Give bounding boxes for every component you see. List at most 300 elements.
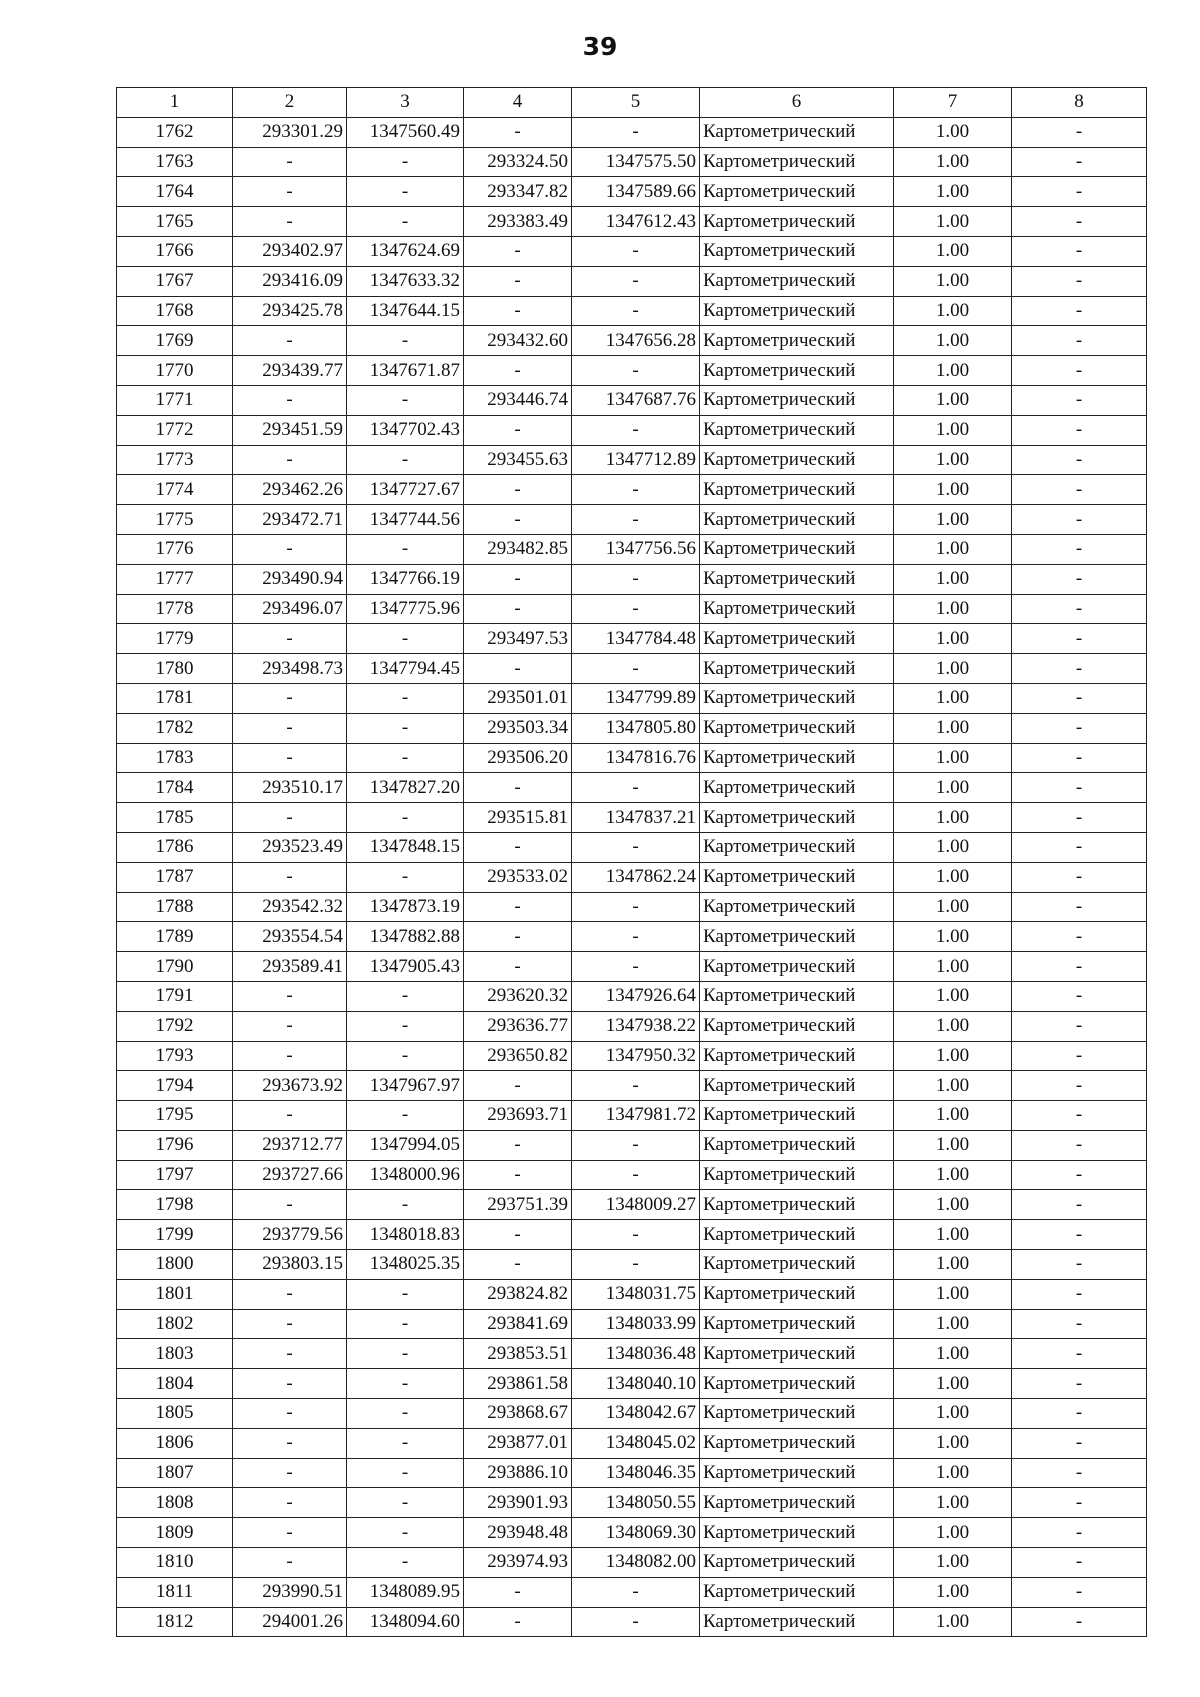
- y-old-cell: -: [347, 713, 464, 743]
- x-old-cell: -: [233, 1279, 347, 1309]
- y-old-cell: -: [347, 1339, 464, 1369]
- y-old-cell: 1347624.69: [347, 236, 464, 266]
- y-new-cell: 1348042.67: [572, 1399, 700, 1429]
- description-cell: -: [1012, 1190, 1147, 1220]
- x-old-cell: 293462.26: [233, 475, 347, 505]
- x-new-cell: 293841.69: [464, 1309, 572, 1339]
- y-new-cell: -: [572, 1250, 700, 1280]
- method-cell: Картометрический: [700, 1190, 894, 1220]
- precision-cell: 1.00: [894, 1011, 1012, 1041]
- x-old-cell: -: [233, 1399, 347, 1429]
- precision-cell: 1.00: [894, 892, 1012, 922]
- x-new-cell: -: [464, 266, 572, 296]
- table-row: [117, 326, 1147, 356]
- table-row: [117, 892, 1147, 922]
- method-cell: Картометрический: [700, 445, 894, 475]
- x-old-cell: -: [233, 1041, 347, 1071]
- y-new-cell: -: [572, 892, 700, 922]
- x-old-cell: 293554.54: [233, 922, 347, 952]
- y-new-cell: -: [572, 236, 700, 266]
- method-cell: Картометрический: [700, 147, 894, 177]
- y-new-cell: -: [572, 1130, 700, 1160]
- point-number-cell: 1782: [117, 713, 233, 743]
- table-row: [117, 1577, 1147, 1607]
- method-cell: Картометрический: [700, 1041, 894, 1071]
- point-number-cell: 1792: [117, 1011, 233, 1041]
- table-row: [117, 1250, 1147, 1280]
- x-old-cell: -: [233, 862, 347, 892]
- method-cell: Картометрический: [700, 981, 894, 1011]
- x-old-cell: 293542.32: [233, 892, 347, 922]
- y-new-cell: 1348045.02: [572, 1428, 700, 1458]
- x-new-cell: 293347.82: [464, 177, 572, 207]
- y-new-cell: 1347862.24: [572, 862, 700, 892]
- y-new-cell: -: [572, 356, 700, 386]
- x-new-cell: 293636.77: [464, 1011, 572, 1041]
- x-new-cell: -: [464, 356, 572, 386]
- precision-cell: 1.00: [894, 147, 1012, 177]
- y-old-cell: -: [347, 743, 464, 773]
- precision-cell: 1.00: [894, 1548, 1012, 1578]
- x-new-cell: 293324.50: [464, 147, 572, 177]
- y-new-cell: -: [572, 475, 700, 505]
- precision-cell: 1.00: [894, 1399, 1012, 1429]
- x-new-cell: -: [464, 654, 572, 684]
- method-cell: Картометрический: [700, 1518, 894, 1548]
- description-cell: -: [1012, 505, 1147, 535]
- point-number-cell: 1775: [117, 505, 233, 535]
- precision-cell: 1.00: [894, 1041, 1012, 1071]
- x-old-cell: -: [233, 803, 347, 833]
- description-cell: -: [1012, 356, 1147, 386]
- x-old-cell: -: [233, 1518, 347, 1548]
- point-number-cell: 1769: [117, 326, 233, 356]
- precision-cell: 1.00: [894, 1130, 1012, 1160]
- table-row: [117, 475, 1147, 505]
- x-old-cell: 293472.71: [233, 505, 347, 535]
- x-old-cell: -: [233, 385, 347, 415]
- y-old-cell: -: [347, 1279, 464, 1309]
- point-number-cell: 1787: [117, 862, 233, 892]
- table-row: [117, 1190, 1147, 1220]
- description-cell: -: [1012, 862, 1147, 892]
- y-old-cell: -: [347, 1428, 464, 1458]
- x-old-cell: -: [233, 624, 347, 654]
- y-old-cell: -: [347, 385, 464, 415]
- method-cell: Картометрический: [700, 803, 894, 833]
- description-cell: -: [1012, 1488, 1147, 1518]
- column-header: 6: [700, 88, 894, 118]
- precision-cell: 1.00: [894, 117, 1012, 147]
- precision-cell: 1.00: [894, 922, 1012, 952]
- y-new-cell: 1348050.55: [572, 1488, 700, 1518]
- x-old-cell: -: [233, 1428, 347, 1458]
- x-new-cell: 293497.53: [464, 624, 572, 654]
- y-new-cell: -: [572, 117, 700, 147]
- precision-cell: 1.00: [894, 505, 1012, 535]
- method-cell: Картометрический: [700, 385, 894, 415]
- x-old-cell: 293301.29: [233, 117, 347, 147]
- precision-cell: 1.00: [894, 1101, 1012, 1131]
- point-number-cell: 1797: [117, 1160, 233, 1190]
- table-row: [117, 1309, 1147, 1339]
- table-row: [117, 445, 1147, 475]
- method-cell: Картометрический: [700, 952, 894, 982]
- x-old-cell: 293673.92: [233, 1071, 347, 1101]
- x-new-cell: -: [464, 564, 572, 594]
- precision-cell: 1.00: [894, 952, 1012, 982]
- table-row: [117, 713, 1147, 743]
- precision-cell: 1.00: [894, 1458, 1012, 1488]
- table-row: [117, 862, 1147, 892]
- x-new-cell: 293515.81: [464, 803, 572, 833]
- x-old-cell: -: [233, 177, 347, 207]
- description-cell: -: [1012, 385, 1147, 415]
- y-old-cell: -: [347, 981, 464, 1011]
- x-old-cell: 293589.41: [233, 952, 347, 982]
- y-old-cell: 1347848.15: [347, 832, 464, 862]
- y-old-cell: -: [347, 1458, 464, 1488]
- y-old-cell: -: [347, 1548, 464, 1578]
- method-cell: Картометрический: [700, 415, 894, 445]
- method-cell: Картометрический: [700, 1309, 894, 1339]
- y-new-cell: 1348069.30: [572, 1518, 700, 1548]
- method-cell: Картометрический: [700, 1607, 894, 1637]
- y-new-cell: 1348033.99: [572, 1309, 700, 1339]
- precision-cell: 1.00: [894, 1607, 1012, 1637]
- x-new-cell: 293693.71: [464, 1101, 572, 1131]
- point-number-cell: 1788: [117, 892, 233, 922]
- description-cell: -: [1012, 981, 1147, 1011]
- table-body: [117, 117, 1147, 1637]
- x-old-cell: 293803.15: [233, 1250, 347, 1280]
- table-row: [117, 683, 1147, 713]
- description-cell: -: [1012, 624, 1147, 654]
- description-cell: -: [1012, 1250, 1147, 1280]
- x-old-cell: -: [233, 1458, 347, 1488]
- y-old-cell: -: [347, 1041, 464, 1071]
- method-cell: Картометрический: [700, 1130, 894, 1160]
- x-new-cell: -: [464, 1071, 572, 1101]
- precision-cell: 1.00: [894, 862, 1012, 892]
- description-cell: -: [1012, 1041, 1147, 1071]
- precision-cell: 1.00: [894, 326, 1012, 356]
- point-number-cell: 1805: [117, 1399, 233, 1429]
- x-new-cell: -: [464, 296, 572, 326]
- x-old-cell: 293990.51: [233, 1577, 347, 1607]
- description-cell: -: [1012, 326, 1147, 356]
- table-row: [117, 1011, 1147, 1041]
- y-new-cell: 1348040.10: [572, 1369, 700, 1399]
- x-old-cell: 293425.78: [233, 296, 347, 326]
- table-row: [117, 981, 1147, 1011]
- precision-cell: 1.00: [894, 1071, 1012, 1101]
- table-row: [117, 1160, 1147, 1190]
- method-cell: Картометрический: [700, 326, 894, 356]
- x-new-cell: 293751.39: [464, 1190, 572, 1220]
- precision-cell: 1.00: [894, 1309, 1012, 1339]
- description-cell: -: [1012, 266, 1147, 296]
- x-new-cell: -: [464, 952, 572, 982]
- x-new-cell: -: [464, 415, 572, 445]
- table-row: [117, 1607, 1147, 1637]
- x-old-cell: -: [233, 534, 347, 564]
- y-new-cell: -: [572, 922, 700, 952]
- description-cell: -: [1012, 1369, 1147, 1399]
- x-old-cell: -: [233, 981, 347, 1011]
- x-old-cell: -: [233, 1488, 347, 1518]
- precision-cell: 1.00: [894, 1577, 1012, 1607]
- method-cell: Картометрический: [700, 207, 894, 237]
- column-header: 2: [233, 88, 347, 118]
- method-cell: Картометрический: [700, 1011, 894, 1041]
- y-old-cell: 1348000.96: [347, 1160, 464, 1190]
- method-cell: Картометрический: [700, 1488, 894, 1518]
- x-old-cell: -: [233, 326, 347, 356]
- description-cell: -: [1012, 1279, 1147, 1309]
- y-old-cell: -: [347, 1190, 464, 1220]
- method-cell: Картометрический: [700, 1250, 894, 1280]
- x-new-cell: 293620.32: [464, 981, 572, 1011]
- y-old-cell: -: [347, 1309, 464, 1339]
- method-cell: Картометрический: [700, 713, 894, 743]
- point-number-cell: 1771: [117, 385, 233, 415]
- table-row: [117, 415, 1147, 445]
- y-old-cell: 1347882.88: [347, 922, 464, 952]
- point-number-cell: 1764: [117, 177, 233, 207]
- point-number-cell: 1768: [117, 296, 233, 326]
- x-new-cell: 293501.01: [464, 683, 572, 713]
- y-old-cell: -: [347, 1369, 464, 1399]
- x-old-cell: -: [233, 445, 347, 475]
- x-new-cell: -: [464, 1130, 572, 1160]
- point-number-cell: 1800: [117, 1250, 233, 1280]
- x-old-cell: -: [233, 743, 347, 773]
- x-new-cell: -: [464, 236, 572, 266]
- x-new-cell: 293877.01: [464, 1428, 572, 1458]
- precision-cell: 1.00: [894, 356, 1012, 386]
- y-old-cell: -: [347, 803, 464, 833]
- precision-cell: 1.00: [894, 1339, 1012, 1369]
- method-cell: Картометрический: [700, 594, 894, 624]
- description-cell: -: [1012, 1518, 1147, 1548]
- x-old-cell: 293490.94: [233, 564, 347, 594]
- point-number-cell: 1770: [117, 356, 233, 386]
- precision-cell: 1.00: [894, 207, 1012, 237]
- y-new-cell: -: [572, 1160, 700, 1190]
- y-old-cell: -: [347, 1011, 464, 1041]
- description-cell: -: [1012, 1458, 1147, 1488]
- x-old-cell: 293712.77: [233, 1130, 347, 1160]
- description-cell: -: [1012, 1130, 1147, 1160]
- x-old-cell: 293779.56: [233, 1220, 347, 1250]
- y-old-cell: -: [347, 534, 464, 564]
- description-cell: -: [1012, 832, 1147, 862]
- table-row: [117, 1041, 1147, 1071]
- y-old-cell: -: [347, 147, 464, 177]
- x-new-cell: 293533.02: [464, 862, 572, 892]
- description-cell: -: [1012, 1577, 1147, 1607]
- description-cell: -: [1012, 952, 1147, 982]
- description-cell: -: [1012, 147, 1147, 177]
- precision-cell: 1.00: [894, 624, 1012, 654]
- x-new-cell: 293868.67: [464, 1399, 572, 1429]
- precision-cell: 1.00: [894, 773, 1012, 803]
- x-old-cell: 293510.17: [233, 773, 347, 803]
- x-old-cell: -: [233, 207, 347, 237]
- x-old-cell: -: [233, 1309, 347, 1339]
- point-number-cell: 1780: [117, 654, 233, 684]
- y-old-cell: 1347560.49: [347, 117, 464, 147]
- point-number-cell: 1785: [117, 803, 233, 833]
- point-number-cell: 1808: [117, 1488, 233, 1518]
- description-cell: -: [1012, 445, 1147, 475]
- method-cell: Картометрический: [700, 1071, 894, 1101]
- precision-cell: 1.00: [894, 385, 1012, 415]
- method-cell: Картометрический: [700, 892, 894, 922]
- method-cell: Картометрический: [700, 296, 894, 326]
- point-number-cell: 1763: [117, 147, 233, 177]
- x-new-cell: 293506.20: [464, 743, 572, 773]
- table-row: [117, 1279, 1147, 1309]
- x-new-cell: -: [464, 922, 572, 952]
- x-old-cell: 293496.07: [233, 594, 347, 624]
- table-row: [117, 922, 1147, 952]
- y-new-cell: -: [572, 832, 700, 862]
- x-old-cell: -: [233, 713, 347, 743]
- precision-cell: 1.00: [894, 177, 1012, 207]
- method-cell: Картометрический: [700, 683, 894, 713]
- table-header-row: [117, 88, 1147, 118]
- point-number-cell: 1809: [117, 1518, 233, 1548]
- point-number-cell: 1766: [117, 236, 233, 266]
- y-new-cell: 1347687.76: [572, 385, 700, 415]
- y-old-cell: 1348089.95: [347, 1577, 464, 1607]
- description-cell: -: [1012, 1220, 1147, 1250]
- column-header: 4: [464, 88, 572, 118]
- x-new-cell: -: [464, 117, 572, 147]
- method-cell: Картометрический: [700, 1160, 894, 1190]
- method-cell: Картометрический: [700, 177, 894, 207]
- precision-cell: 1.00: [894, 803, 1012, 833]
- table-row: [117, 505, 1147, 535]
- point-number-cell: 1774: [117, 475, 233, 505]
- description-cell: -: [1012, 892, 1147, 922]
- point-number-cell: 1765: [117, 207, 233, 237]
- method-cell: Картометрический: [700, 1279, 894, 1309]
- column-header: 7: [894, 88, 1012, 118]
- method-cell: Картометрический: [700, 236, 894, 266]
- column-header: 5: [572, 88, 700, 118]
- description-cell: -: [1012, 1309, 1147, 1339]
- point-number-cell: 1783: [117, 743, 233, 773]
- y-new-cell: -: [572, 505, 700, 535]
- column-header: 3: [347, 88, 464, 118]
- y-new-cell: 1347712.89: [572, 445, 700, 475]
- table-row: [117, 1339, 1147, 1369]
- y-old-cell: 1347967.97: [347, 1071, 464, 1101]
- point-number-cell: 1786: [117, 832, 233, 862]
- x-new-cell: -: [464, 475, 572, 505]
- table-row: [117, 952, 1147, 982]
- y-old-cell: -: [347, 1518, 464, 1548]
- method-cell: Картометрический: [700, 1577, 894, 1607]
- table-row: [117, 236, 1147, 266]
- point-number-cell: 1784: [117, 773, 233, 803]
- point-number-cell: 1799: [117, 1220, 233, 1250]
- precision-cell: 1.00: [894, 564, 1012, 594]
- precision-cell: 1.00: [894, 415, 1012, 445]
- table-row: [117, 1548, 1147, 1578]
- description-cell: -: [1012, 1101, 1147, 1131]
- page-number: 39: [582, 32, 618, 61]
- description-cell: -: [1012, 534, 1147, 564]
- precision-cell: 1.00: [894, 981, 1012, 1011]
- x-new-cell: 293974.93: [464, 1548, 572, 1578]
- precision-cell: 1.00: [894, 743, 1012, 773]
- description-cell: -: [1012, 1548, 1147, 1578]
- y-old-cell: -: [347, 862, 464, 892]
- point-number-cell: 1796: [117, 1130, 233, 1160]
- description-cell: -: [1012, 475, 1147, 505]
- y-new-cell: -: [572, 654, 700, 684]
- y-new-cell: -: [572, 1607, 700, 1637]
- y-old-cell: 1348094.60: [347, 1607, 464, 1637]
- table-row: [117, 773, 1147, 803]
- x-old-cell: -: [233, 1369, 347, 1399]
- table-row: [117, 1488, 1147, 1518]
- y-new-cell: -: [572, 1577, 700, 1607]
- table-row: [117, 1369, 1147, 1399]
- x-new-cell: 293886.10: [464, 1458, 572, 1488]
- y-old-cell: 1347775.96: [347, 594, 464, 624]
- table-row: [117, 594, 1147, 624]
- precision-cell: 1.00: [894, 654, 1012, 684]
- description-cell: -: [1012, 713, 1147, 743]
- x-new-cell: -: [464, 1160, 572, 1190]
- table-row: [117, 1428, 1147, 1458]
- table-row: [117, 356, 1147, 386]
- x-new-cell: -: [464, 832, 572, 862]
- y-new-cell: -: [572, 1071, 700, 1101]
- point-number-cell: 1807: [117, 1458, 233, 1488]
- precision-cell: 1.00: [894, 296, 1012, 326]
- y-new-cell: -: [572, 773, 700, 803]
- description-cell: -: [1012, 177, 1147, 207]
- table-row: [117, 296, 1147, 326]
- method-cell: Картометрический: [700, 624, 894, 654]
- y-new-cell: 1347981.72: [572, 1101, 700, 1131]
- precision-cell: 1.00: [894, 1488, 1012, 1518]
- point-number-cell: 1798: [117, 1190, 233, 1220]
- y-new-cell: -: [572, 564, 700, 594]
- description-cell: -: [1012, 1011, 1147, 1041]
- method-cell: Картометрический: [700, 1220, 894, 1250]
- coordinates-table: [116, 87, 1147, 1637]
- point-number-cell: 1779: [117, 624, 233, 654]
- table-row: [117, 564, 1147, 594]
- x-old-cell: -: [233, 1101, 347, 1131]
- description-cell: -: [1012, 1071, 1147, 1101]
- x-old-cell: -: [233, 1190, 347, 1220]
- y-new-cell: 1348082.00: [572, 1548, 700, 1578]
- point-number-cell: 1767: [117, 266, 233, 296]
- x-old-cell: 294001.26: [233, 1607, 347, 1637]
- table-row: [117, 117, 1147, 147]
- point-number-cell: 1777: [117, 564, 233, 594]
- method-cell: Картометрический: [700, 505, 894, 535]
- x-new-cell: -: [464, 1607, 572, 1637]
